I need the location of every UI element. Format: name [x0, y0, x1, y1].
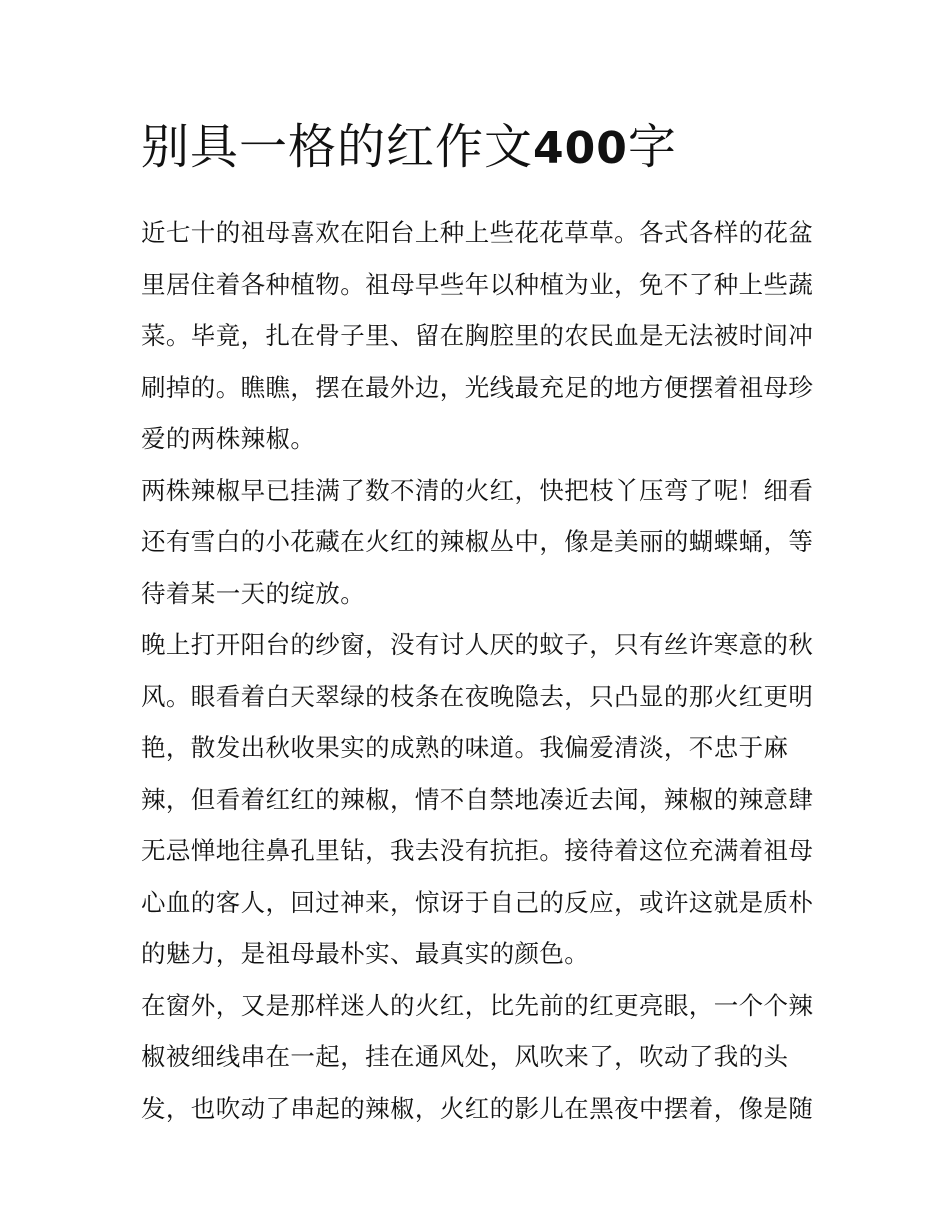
document-content	[141, 112, 817, 1134]
paragraph-1	[141, 207, 817, 465]
text-line: 刷掉的。瞧瞧，摆在最外边，光线最充足的地方便摆着祖母珍	[141, 372, 814, 402]
text-line: 发，也吹动了串起的辣椒，火红的影儿在黑夜中摆着，像是随	[141, 1093, 814, 1123]
text-line: 两株辣椒早已挂满了数不清的火红，快把枝丫压弯了呢！细看	[141, 475, 814, 505]
text-line: 艳，散发出秋收果实的成熟的味道。我偏爱清淡，不忠于麻	[141, 733, 789, 762]
text-line: 里居住着各种植物。祖母早些年以种植为业，免不了种上些蔬	[141, 269, 814, 299]
title-suffix: 字	[627, 119, 677, 175]
text-line: 晚上打开阳台的纱窗，没有讨人厌的蚊子，只有丝许寒意的秋	[141, 630, 814, 659]
text-line: 椒被细线串在一起，挂在通风处，风吹来了，吹动了我的头	[141, 1042, 789, 1071]
article-body	[141, 207, 817, 1134]
text-line: 风。眼看着白天翠绿的枝条在夜晚隐去，只凸显的那火红更明	[141, 681, 814, 711]
text-line: 近七十的祖母喜欢在阳台上种上些花花草草。各式各样的花盆	[141, 218, 814, 247]
text-line: 菜。毕竟，扎在骨子里、留在胸腔里的农民血是无法被时间冲	[141, 321, 814, 350]
text-line: 还有雪白的小花藏在火红的辣椒丛中，像是美丽的蝴蝶蛹，等	[141, 527, 814, 556]
text-line: 爱的两株辣椒。	[141, 424, 316, 453]
title-text: 别具一格的红作文	[141, 119, 534, 175]
text-line: 辣，但看着红红的辣椒，情不自禁地凑近去闻，辣椒的辣意肆	[141, 784, 814, 814]
text-line: 的魅力，是祖母最朴实、最真实的颜色。	[141, 939, 590, 968]
text-line: 心血的客人，回过神来，惊讶于自己的反应，或许这就是质朴	[141, 887, 814, 917]
title-number: 400	[533, 123, 628, 174]
paragraph-3	[141, 619, 817, 980]
text-line: 待着某一天的绽放。	[141, 578, 366, 608]
text-line: 在窗外，又是那样迷人的火红，比先前的红更亮眼，一个个辣	[141, 990, 814, 1020]
document-title	[141, 112, 817, 184]
paragraph-2	[141, 465, 817, 620]
paragraph-4	[141, 980, 817, 1135]
text-line: 无忌惮地往鼻孔里钻，我去没有抗拒。接待着这位充满着祖母	[141, 836, 814, 865]
